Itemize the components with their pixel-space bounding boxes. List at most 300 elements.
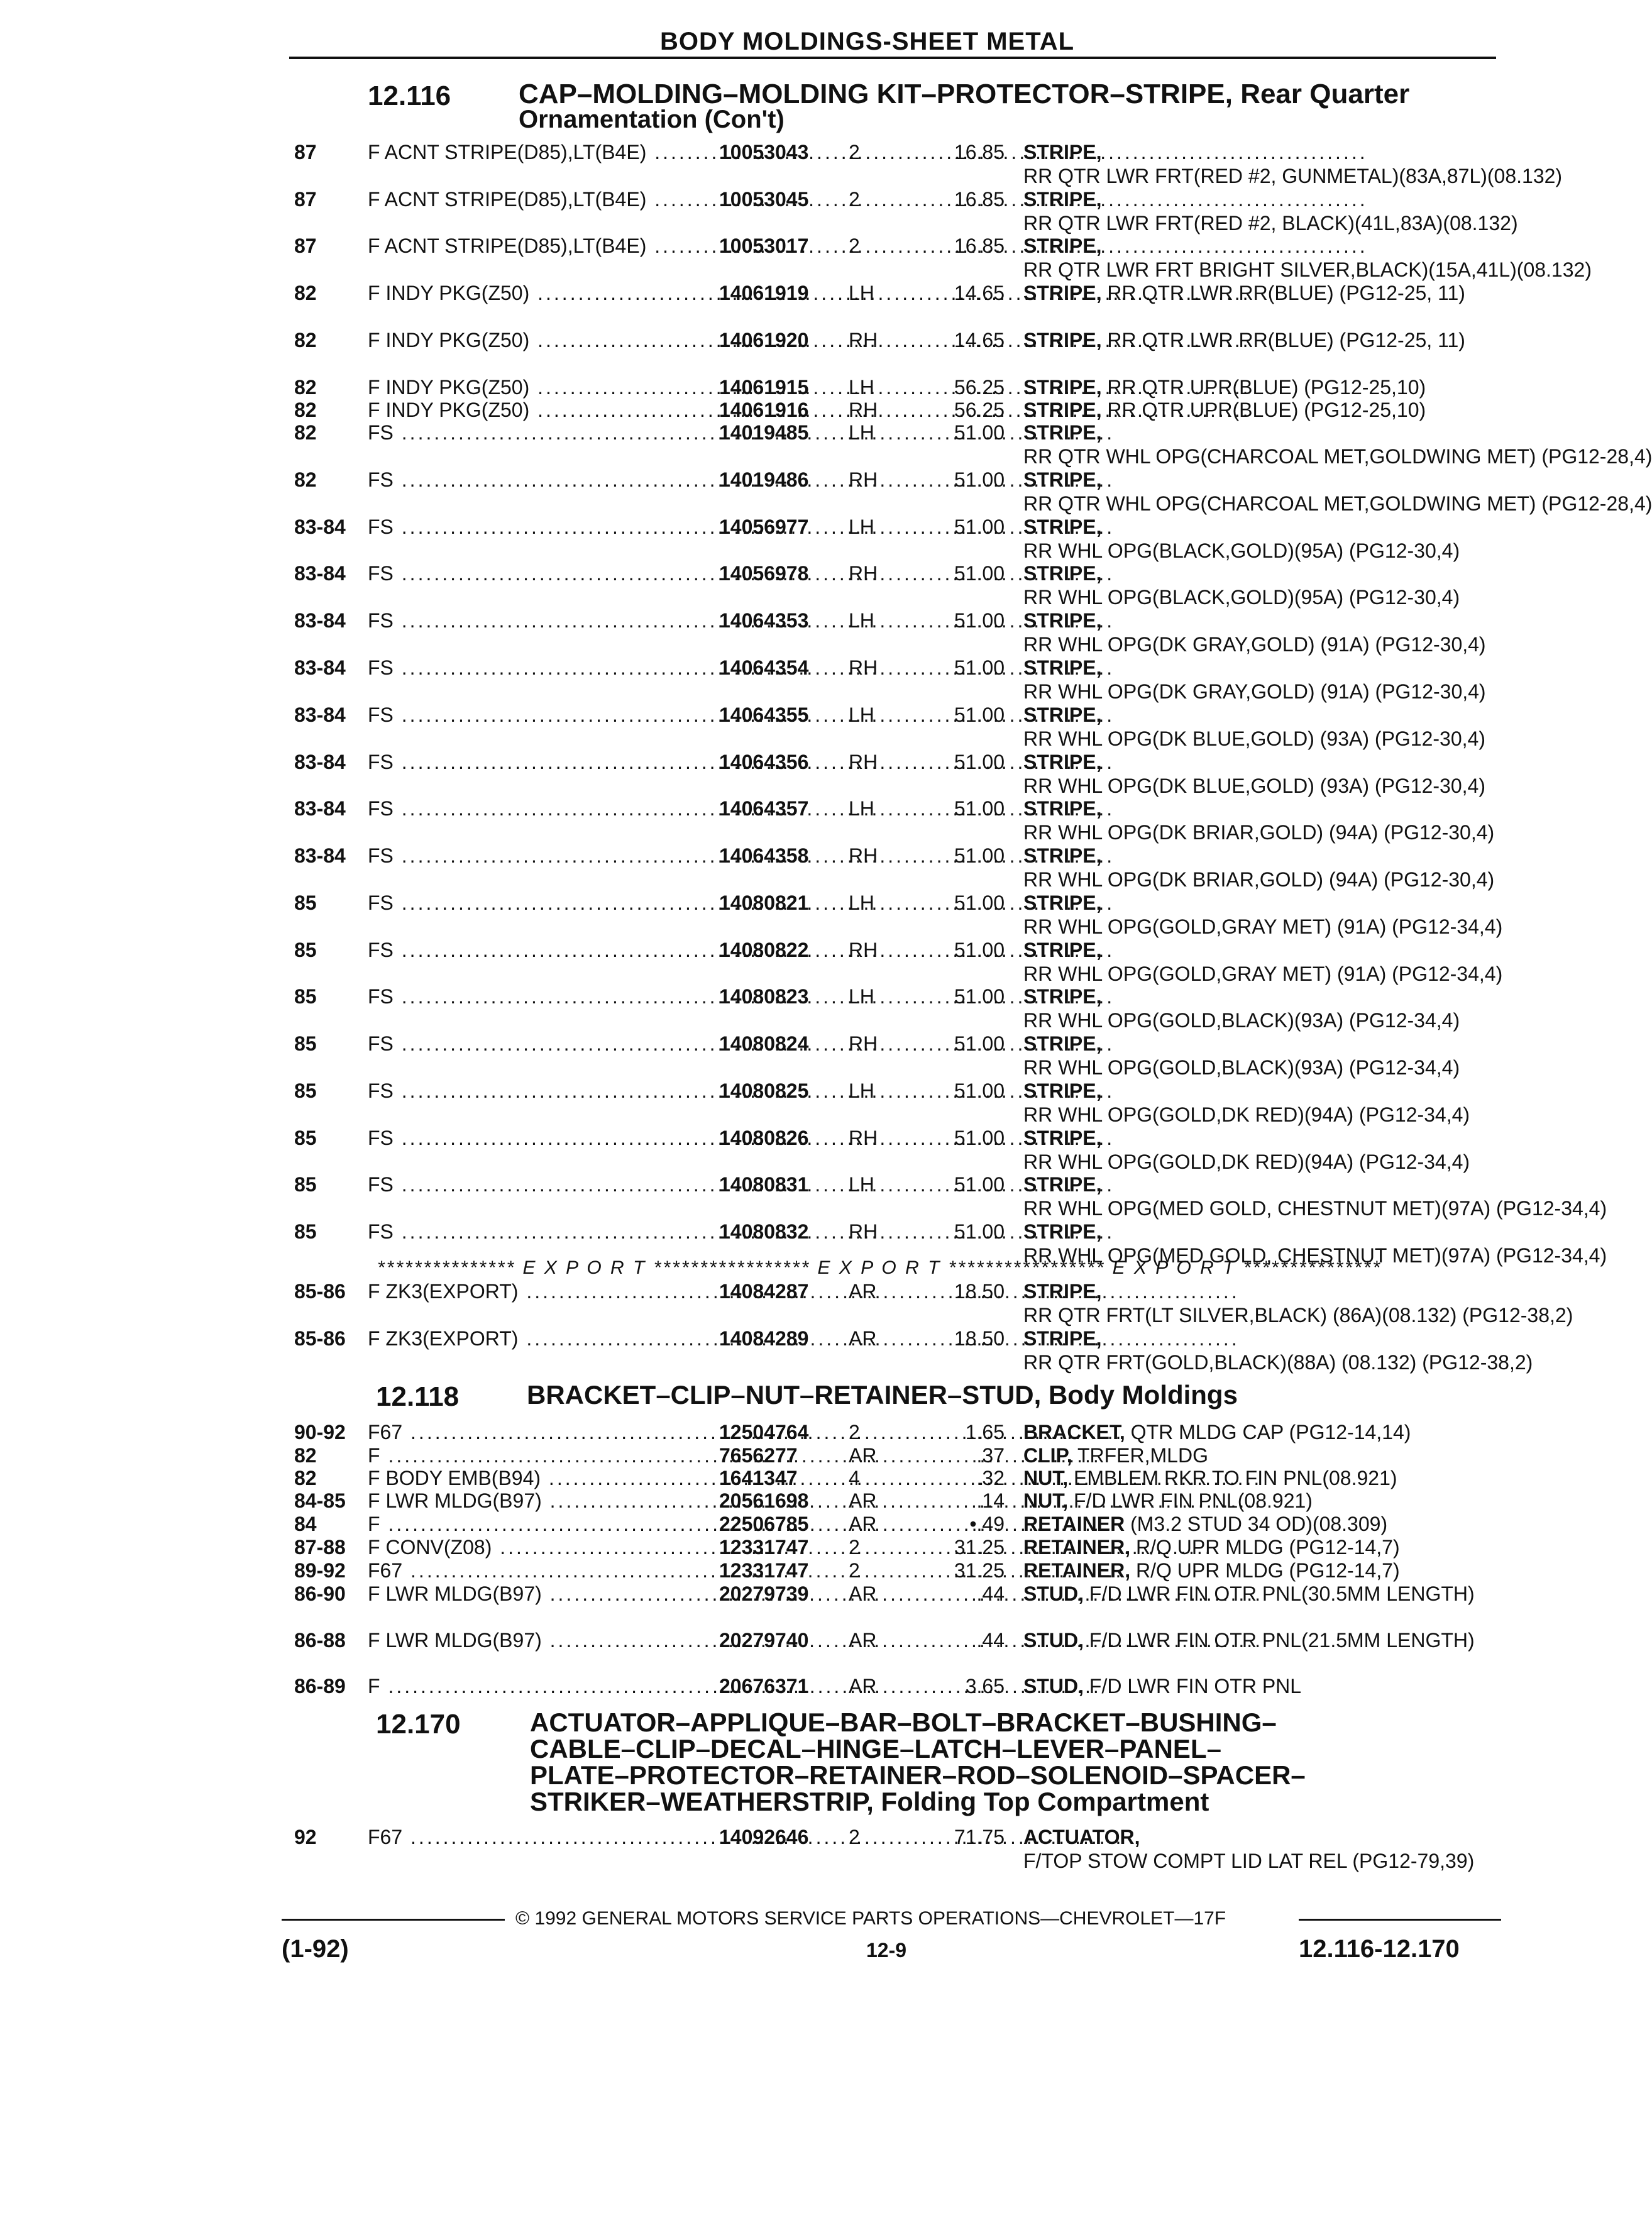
part-number-cell: 7656277 bbox=[719, 1444, 798, 1467]
description-cell bbox=[1023, 1674, 1476, 1698]
application-cell: F ZK3(EXPORT) ..... bbox=[368, 1327, 707, 1350]
price-cell: 51.00 bbox=[954, 1127, 1005, 1149]
quantity-cell: AR bbox=[849, 1513, 877, 1535]
quantity-cell: RH bbox=[849, 562, 878, 585]
quantity-cell: RH bbox=[849, 399, 878, 421]
application-cell: FS ..... bbox=[368, 1079, 707, 1103]
price-cell: 16.85 bbox=[954, 188, 1005, 211]
price-cell: 18.50 bbox=[954, 1280, 1005, 1303]
application-cell: FS ..... bbox=[368, 985, 707, 1008]
price-cell: 51.00 bbox=[954, 891, 1005, 914]
part-number-cell: 14064354 bbox=[719, 656, 809, 679]
part-number-cell: 14056978 bbox=[719, 562, 809, 585]
description-cell bbox=[1023, 844, 1495, 891]
description-detail: RR QTR FRT(GOLD,BLACK)(88A) (08.132) (PG12-38,2) bbox=[1023, 1351, 1533, 1374]
description-detail: RR WHL OPG(GOLD,GRAY MET) (91A) (PG12-34,4) bbox=[1023, 915, 1503, 938]
part-number-cell: 20561698 bbox=[719, 1489, 809, 1512]
description-name: STRIPE, bbox=[1023, 282, 1102, 304]
part-number-cell: 14080824 bbox=[719, 1032, 809, 1055]
application-cell: F LWR MLDG(B97) ..... bbox=[368, 1489, 707, 1513]
description-cell bbox=[1023, 891, 1503, 939]
application-cell: F BODY EMB(B94) ..... bbox=[368, 1466, 707, 1490]
year-cell: 85 bbox=[294, 1173, 317, 1196]
quantity-cell: RH bbox=[849, 751, 878, 773]
description-cell bbox=[1023, 656, 1486, 704]
description-name: STRIPE, bbox=[1023, 797, 1102, 820]
description-cell bbox=[1023, 1279, 1573, 1327]
quantity-cell: LH bbox=[849, 376, 874, 399]
year-cell: 83-84 bbox=[294, 704, 346, 726]
description-detail: RR WHL OPG(DK BLUE,GOLD) (93A) (PG12-30,4) bbox=[1023, 775, 1485, 797]
part-number-cell: 22506785 bbox=[719, 1513, 809, 1535]
price-cell: 16.85 bbox=[954, 235, 1005, 257]
part-number-cell: 14064353 bbox=[719, 609, 809, 632]
quantity-cell: LH bbox=[849, 609, 874, 632]
footer-date: (1-92) bbox=[282, 1935, 349, 1963]
price-cell: •.49 bbox=[969, 1513, 1005, 1535]
description-detail: RR QTR LWR RR(BLUE) (PG12-25, 11) bbox=[1107, 329, 1465, 351]
description-detail: RR WHL OPG(BLACK,GOLD)(95A) (PG12-30,4) bbox=[1023, 586, 1460, 609]
description-detail: F/D LWR FIN OTR PNL(30.5MM LENGTH) bbox=[1089, 1582, 1475, 1605]
application-cell: FS ..... bbox=[368, 561, 707, 585]
year-cell: 87 bbox=[294, 188, 317, 211]
year-cell: 90-92 bbox=[294, 1421, 346, 1443]
description-name: STRIPE, bbox=[1023, 376, 1102, 399]
description-cell bbox=[1023, 140, 1563, 188]
part-number-cell: 14064356 bbox=[719, 751, 809, 773]
quantity-cell: AR bbox=[849, 1675, 877, 1697]
quantity-cell: AR bbox=[849, 1629, 877, 1652]
description-name: RETAINER bbox=[1023, 1513, 1125, 1535]
part-number-cell: 1641347 bbox=[719, 1467, 798, 1489]
description-name: STRIPE, bbox=[1023, 1079, 1102, 1102]
description-cell bbox=[1023, 1582, 1476, 1606]
description-detail: RR WHL OPG(DK BRIAR,GOLD) (94A) (PG12-30,4) bbox=[1023, 868, 1495, 891]
part-number-cell: 12331747 bbox=[719, 1536, 809, 1559]
section-title-line: Ornamentation (Con't) bbox=[519, 106, 785, 133]
quantity-cell: RH bbox=[849, 939, 878, 961]
quantity-cell: RH bbox=[849, 656, 878, 679]
part-number-cell: 10053045 bbox=[719, 188, 809, 211]
description-name: STRIPE, bbox=[1023, 516, 1102, 538]
application-cell: FS ..... bbox=[368, 1126, 707, 1150]
application-cell: F INDY PKG(Z50) ..... bbox=[368, 281, 707, 305]
description-name: STRIPE, bbox=[1023, 1220, 1102, 1243]
price-cell: 16.85 bbox=[954, 141, 1005, 163]
description-name: STRIPE, bbox=[1023, 609, 1102, 632]
year-cell: 85-86 bbox=[294, 1327, 346, 1350]
quantity-cell: 2 bbox=[849, 1559, 860, 1582]
part-number-cell: 14080832 bbox=[719, 1220, 809, 1243]
price-cell: 51.00 bbox=[954, 939, 1005, 961]
application-cell: F ZK3(EXPORT) ..... bbox=[368, 1279, 707, 1303]
description-cell bbox=[1023, 703, 1485, 751]
description-detail: RR QTR FRT(LT SILVER,BLACK) (86A)(08.132) (PG12-38,2) bbox=[1023, 1304, 1573, 1327]
quantity-cell: 2 bbox=[849, 188, 860, 211]
description-detail: RR WHL OPG(BLACK,GOLD)(95A) (PG12-30,4) bbox=[1023, 539, 1460, 562]
description-detail: EMBLEM RKR TO FIN PNL(08.921) bbox=[1074, 1467, 1397, 1489]
description-detail: RR WHL OPG(GOLD,BLACK)(93A) (PG12-34,4) bbox=[1023, 1009, 1460, 1032]
description-detail: F/D LWR FIN PNL(08.921) bbox=[1074, 1489, 1313, 1512]
year-cell: 87 bbox=[294, 141, 317, 163]
application-cell: F67 ..... bbox=[368, 1825, 707, 1849]
section-title-line: STRIKER–WEATHERSTRIP, Folding Top Compartment bbox=[530, 1787, 1209, 1816]
year-cell: 92 bbox=[294, 1826, 317, 1848]
year-cell: 86-90 bbox=[294, 1582, 346, 1605]
application-cell: F ACNT STRIPE(D85),LT(B4E) ..... bbox=[368, 234, 707, 258]
price-cell: 51.00 bbox=[954, 656, 1005, 679]
price-cell: 56.25 bbox=[954, 376, 1005, 399]
section-title-line: PLATE–PROTECTOR–RETAINER–ROD–SOLENOID–SPACER– bbox=[530, 1760, 1306, 1790]
section-range: 12.116-12.170 bbox=[1299, 1935, 1460, 1963]
year-cell: 82 bbox=[294, 1467, 317, 1489]
year-cell: 86-89 bbox=[294, 1675, 346, 1697]
part-number-cell: 12504764 bbox=[719, 1421, 809, 1443]
application-cell: F ACNT STRIPE(D85),LT(B4E) ..... bbox=[368, 140, 707, 164]
year-cell: 82 bbox=[294, 376, 317, 399]
copyright-text: © 1992 GENERAL MOTORS SERVICE PARTS OPERATIONS—CHEVROLET—17F bbox=[515, 1908, 1226, 1929]
year-cell: 85 bbox=[294, 891, 317, 914]
description-cell bbox=[1023, 1489, 1476, 1513]
description-name: STRIPE, bbox=[1023, 235, 1102, 257]
description-detail: RR QTR LWR FRT(RED #2, BLACK)(41L,83A)(08.132) bbox=[1023, 212, 1518, 235]
description-detail: RR QTR LWR FRT BRIGHT SILVER,BLACK)(15A,41L)(08.132) bbox=[1023, 258, 1592, 281]
quantity-cell: 2 bbox=[849, 1536, 860, 1559]
application-cell: FS ..... bbox=[368, 515, 707, 539]
part-number-cell: 12331747 bbox=[719, 1559, 809, 1582]
application-cell: F LWR MLDG(B97) ..... bbox=[368, 1582, 707, 1606]
description-name: RETAINER, bbox=[1023, 1559, 1131, 1582]
description-name: STRIPE, bbox=[1023, 421, 1102, 444]
description-detail: RR WHL OPG(GOLD,BLACK)(93A) (PG12-34,4) bbox=[1023, 1056, 1460, 1079]
quantity-cell: AR bbox=[849, 1444, 877, 1467]
part-number-cell: 14080825 bbox=[719, 1079, 809, 1102]
description-name: ACTUATOR, bbox=[1023, 1826, 1140, 1848]
year-cell: 83-84 bbox=[294, 751, 346, 773]
description-cell bbox=[1023, 515, 1476, 563]
description-cell bbox=[1023, 234, 1592, 282]
description-name: STUD, bbox=[1023, 1675, 1084, 1697]
description-cell bbox=[1023, 561, 1476, 609]
description-detail: RR WHL OPG(DK GRAY,GOLD) (91A) (PG12-30,4) bbox=[1023, 680, 1486, 703]
price-cell: 51.00 bbox=[954, 1032, 1005, 1055]
quantity-cell: LH bbox=[849, 704, 874, 726]
application-cell: F ..... bbox=[368, 1443, 707, 1467]
page-number: 12-9 bbox=[866, 1939, 907, 1962]
description-cell bbox=[1023, 609, 1486, 656]
price-cell: .37 bbox=[976, 1444, 1005, 1467]
description-cell bbox=[1023, 1173, 1607, 1220]
price-cell: 51.00 bbox=[954, 844, 1005, 867]
price-cell: 14.65 bbox=[954, 329, 1005, 351]
quantity-cell: LH bbox=[849, 891, 874, 914]
quantity-cell: LH bbox=[849, 797, 874, 820]
part-number-cell: 20279739 bbox=[719, 1582, 809, 1605]
section-number: 12.116 bbox=[368, 80, 451, 111]
quantity-cell: RH bbox=[849, 1220, 878, 1243]
price-cell: 31.25 bbox=[954, 1536, 1005, 1559]
part-number-cell: 14092646 bbox=[719, 1826, 809, 1848]
year-cell: 82 bbox=[294, 468, 317, 491]
description-cell bbox=[1023, 281, 1476, 305]
part-number-cell: 14019486 bbox=[719, 468, 809, 491]
description-cell bbox=[1023, 1628, 1476, 1652]
year-cell: 85 bbox=[294, 985, 317, 1008]
price-cell: .14 bbox=[976, 1489, 1005, 1512]
year-cell: 87-88 bbox=[294, 1536, 346, 1559]
application-cell: FS ..... bbox=[368, 750, 707, 774]
year-cell: 82 bbox=[294, 399, 317, 421]
description-cell bbox=[1023, 1420, 1476, 1444]
quantity-cell: RH bbox=[849, 468, 878, 491]
description-cell bbox=[1023, 1559, 1476, 1582]
price-cell: 51.00 bbox=[954, 1079, 1005, 1102]
price-cell: 51.00 bbox=[954, 704, 1005, 726]
year-cell: 85 bbox=[294, 939, 317, 961]
description-detail: TRFER,MLDG bbox=[1077, 1444, 1208, 1467]
part-number-cell: 10053017 bbox=[719, 235, 809, 257]
description-detail: R/Q UPR MLDG (PG12-14,7) bbox=[1135, 1536, 1400, 1559]
application-cell: FS ..... bbox=[368, 1173, 707, 1196]
price-cell: 56.25 bbox=[954, 399, 1005, 421]
description-detail: RR WHL OPG(MED GOLD, CHESTNUT MET)(97A) (PG12-34,4) bbox=[1023, 1244, 1607, 1267]
part-number-cell: 14064357 bbox=[719, 797, 809, 820]
year-cell: 86-88 bbox=[294, 1629, 346, 1652]
price-cell: .32 bbox=[976, 1467, 1005, 1489]
page-header-title: BODY MOLDINGS-SHEET METAL bbox=[660, 28, 1075, 55]
description-detail: RR WHL OPG(MED GOLD, CHESTNUT MET)(97A) (PG12-34,4) bbox=[1023, 1197, 1607, 1220]
quantity-cell: LH bbox=[849, 421, 874, 444]
description-detail: RR WHL OPG(DK GRAY,GOLD) (91A) (PG12-30,4) bbox=[1023, 633, 1486, 656]
description-name: STRIPE, bbox=[1023, 141, 1102, 163]
price-cell: 31.25 bbox=[954, 1559, 1005, 1582]
description-cell bbox=[1023, 1535, 1476, 1559]
application-cell: FS ..... bbox=[368, 703, 707, 727]
quantity-cell: RH bbox=[849, 844, 878, 867]
year-cell: 85 bbox=[294, 1079, 317, 1102]
price-cell: 51.00 bbox=[954, 1173, 1005, 1196]
price-cell: 51.00 bbox=[954, 985, 1005, 1008]
description-name: STRIPE, bbox=[1023, 704, 1102, 726]
application-cell: FS ..... bbox=[368, 1220, 707, 1244]
price-cell: 51.00 bbox=[954, 468, 1005, 491]
part-number-cell: 14080831 bbox=[719, 1173, 809, 1196]
application-cell: FS ..... bbox=[368, 891, 707, 915]
section-title-line: ACTUATOR–APPLIQUE–BAR–BOLT–BRACKET–BUSHING– bbox=[530, 1708, 1277, 1737]
description-name: STRIPE, bbox=[1023, 656, 1102, 679]
description-cell bbox=[1023, 985, 1476, 1032]
quantity-cell: 4 bbox=[849, 1467, 860, 1489]
description-cell bbox=[1023, 1126, 1476, 1174]
application-cell: FS ..... bbox=[368, 797, 707, 820]
part-number-cell: 20279740 bbox=[719, 1629, 809, 1652]
year-cell: 89-92 bbox=[294, 1559, 346, 1582]
application-cell: F67 ..... bbox=[368, 1559, 707, 1582]
description-cell bbox=[1023, 1032, 1476, 1079]
description-name: NUT, bbox=[1023, 1467, 1069, 1489]
part-number-cell: 14064358 bbox=[719, 844, 809, 867]
application-cell: F INDY PKG(Z50) ..... bbox=[368, 375, 707, 399]
quantity-cell: RH bbox=[849, 329, 878, 351]
part-number-cell: 14061920 bbox=[719, 329, 809, 351]
price-cell: 51.00 bbox=[954, 421, 1005, 444]
quantity-cell: AR bbox=[849, 1489, 877, 1512]
year-cell: 83-84 bbox=[294, 562, 346, 585]
part-number-cell: 10053043 bbox=[719, 141, 809, 163]
section-number: 12.170 bbox=[376, 1709, 461, 1740]
export-banner: *************** E X P O R T ***************** E X P O R T ***************** E X P O R T *************** bbox=[377, 1257, 1382, 1278]
year-cell: 83-84 bbox=[294, 656, 346, 679]
description-detail: RR QTR WHL OPG(CHARCOAL MET,GOLDWING MET) (PG12-28,4) bbox=[1023, 492, 1652, 515]
section-title-line: BRACKET–CLIP–NUT–RETAINER–STUD, Body Moldings bbox=[527, 1380, 1238, 1410]
description-detail: F/D LWR FIN OTR PNL(21.5MM LENGTH) bbox=[1089, 1629, 1475, 1652]
year-cell: 84-85 bbox=[294, 1489, 346, 1512]
description-name: STUD, bbox=[1023, 1582, 1084, 1605]
application-cell: F67 ..... bbox=[368, 1420, 707, 1444]
description-name: STRIPE, bbox=[1023, 1032, 1102, 1055]
description-name: RETAINER, bbox=[1023, 1536, 1131, 1559]
price-cell: 51.00 bbox=[954, 609, 1005, 632]
description-name: STRIPE, bbox=[1023, 1280, 1102, 1303]
description-name: STRIPE, bbox=[1023, 1327, 1102, 1350]
application-cell: F CONV(Z08) ..... bbox=[368, 1535, 707, 1559]
description-detail: RR WHL OPG(GOLD,GRAY MET) (91A) (PG12-34,4) bbox=[1023, 963, 1503, 985]
year-cell: 85-86 bbox=[294, 1280, 346, 1303]
footer-rule-right bbox=[1299, 1919, 1501, 1921]
price-cell: 3.65 bbox=[965, 1675, 1005, 1697]
description-detail: F/TOP STOW COMPT LID LAT REL (PG12-79,39) bbox=[1023, 1850, 1475, 1872]
description-name: STRIPE, bbox=[1023, 939, 1102, 961]
description-name: STRIPE, bbox=[1023, 1127, 1102, 1149]
year-cell: 85 bbox=[294, 1032, 317, 1055]
application-cell: FS ..... bbox=[368, 609, 707, 632]
quantity-cell: 2 bbox=[849, 141, 860, 163]
description-cell bbox=[1023, 750, 1485, 798]
application-cell: F LWR MLDG(B97) ..... bbox=[368, 1628, 707, 1652]
price-cell: .44 bbox=[976, 1629, 1005, 1652]
price-cell: 18.50 bbox=[954, 1327, 1005, 1350]
description-cell bbox=[1023, 187, 1518, 235]
year-cell: 82 bbox=[294, 421, 317, 444]
application-cell: FS ..... bbox=[368, 844, 707, 868]
description-name: CLIP, bbox=[1023, 1444, 1072, 1467]
year-cell: 83-84 bbox=[294, 844, 346, 867]
description-cell bbox=[1023, 398, 1476, 422]
description-detail: RR WHL OPG(DK BRIAR,GOLD) (94A) (PG12-30,4) bbox=[1023, 821, 1495, 844]
application-cell: FS ..... bbox=[368, 1032, 707, 1056]
price-cell: .44 bbox=[976, 1582, 1005, 1605]
price-cell: 51.00 bbox=[954, 797, 1005, 820]
description-name: STRIPE, bbox=[1023, 751, 1102, 773]
description-name: STRIPE, bbox=[1023, 562, 1102, 585]
description-detail: RR QTR UPR(BLUE) (PG12-25,10) bbox=[1107, 376, 1426, 399]
application-cell: FS ..... bbox=[368, 656, 707, 680]
description-cell bbox=[1023, 421, 1652, 468]
description-cell bbox=[1023, 938, 1503, 986]
application-cell: F INDY PKG(Z50) ..... bbox=[368, 398, 707, 422]
quantity-cell: 2 bbox=[849, 235, 860, 257]
description-cell bbox=[1023, 1825, 1476, 1873]
description-cell bbox=[1023, 1443, 1476, 1467]
description-cell bbox=[1023, 1512, 1476, 1536]
description-name: STUD, bbox=[1023, 1629, 1084, 1652]
quantity-cell: 2 bbox=[849, 1421, 860, 1443]
quantity-cell: RH bbox=[849, 1127, 878, 1149]
year-cell: 82 bbox=[294, 1444, 317, 1467]
price-cell: 1.65 bbox=[965, 1421, 1005, 1443]
application-cell: F ..... bbox=[368, 1512, 707, 1536]
part-number-cell: 14061915 bbox=[719, 376, 809, 399]
part-number-cell: 14084287 bbox=[719, 1280, 809, 1303]
quantity-cell: AR bbox=[849, 1582, 877, 1605]
section-title-line: CABLE–CLIP–DECAL–HINGE–LATCH–LEVER–PANEL– bbox=[530, 1734, 1221, 1763]
description-cell bbox=[1023, 1327, 1533, 1374]
description-name: STRIPE, bbox=[1023, 891, 1102, 914]
part-number-cell: 14080826 bbox=[719, 1127, 809, 1149]
description-detail: RR QTR LWR FRT(RED #2, GUNMETAL)(83A,87L)(08.132) bbox=[1023, 165, 1563, 187]
description-name: BRACKET, bbox=[1023, 1421, 1125, 1443]
description-cell bbox=[1023, 468, 1652, 516]
description-name: STRIPE, bbox=[1023, 329, 1102, 351]
description-detail: RR QTR LWR RR(BLUE) (PG12-25, 11) bbox=[1107, 282, 1465, 304]
description-name: STRIPE, bbox=[1023, 399, 1102, 421]
description-cell bbox=[1023, 375, 1476, 399]
description-detail: RR QTR WHL OPG(CHARCOAL MET,GOLDWING MET) (PG12-28,4) bbox=[1023, 445, 1652, 468]
year-cell: 82 bbox=[294, 282, 317, 304]
application-cell: FS ..... bbox=[368, 468, 707, 492]
description-detail: R/Q UPR MLDG (PG12-14,7) bbox=[1135, 1559, 1400, 1582]
description-name: NUT, bbox=[1023, 1489, 1069, 1512]
part-number-cell: 14080821 bbox=[719, 891, 809, 914]
year-cell: 84 bbox=[294, 1513, 317, 1535]
year-cell: 87 bbox=[294, 235, 317, 257]
description-detail: RR WHL OPG(GOLD,DK RED)(94A) (PG12-34,4) bbox=[1023, 1151, 1470, 1173]
description-cell bbox=[1023, 328, 1476, 352]
application-cell: F INDY PKG(Z50) ..... bbox=[368, 328, 707, 352]
quantity-cell: AR bbox=[849, 1327, 877, 1350]
quantity-cell: LH bbox=[849, 1079, 874, 1102]
description-detail: QTR MLDG CAP (PG12-14,14) bbox=[1130, 1421, 1411, 1443]
description-name: STRIPE, bbox=[1023, 468, 1102, 491]
description-detail: (M3.2 STUD 34 OD)(08.309) bbox=[1130, 1513, 1388, 1535]
description-cell bbox=[1023, 1079, 1476, 1127]
year-cell: 83-84 bbox=[294, 797, 346, 820]
part-number-cell: 14061919 bbox=[719, 282, 809, 304]
price-cell: 14.65 bbox=[954, 282, 1005, 304]
description-detail: F/D LWR FIN OTR PNL bbox=[1089, 1675, 1302, 1697]
application-cell: FS ..... bbox=[368, 938, 707, 962]
year-cell: 85 bbox=[294, 1127, 317, 1149]
quantity-cell: RH bbox=[849, 1032, 878, 1055]
application-cell: F ..... bbox=[368, 1674, 707, 1698]
part-number-cell: 14061916 bbox=[719, 399, 809, 421]
year-cell: 85 bbox=[294, 1220, 317, 1243]
application-cell: FS ..... bbox=[368, 421, 707, 444]
application-cell: F ACNT STRIPE(D85),LT(B4E) ..... bbox=[368, 187, 707, 211]
description-detail: RR WHL OPG(GOLD,DK RED)(94A) (PG12-34,4) bbox=[1023, 1103, 1470, 1126]
price-cell: 51.00 bbox=[954, 516, 1005, 538]
year-cell: 82 bbox=[294, 329, 317, 351]
price-cell: 71.75 bbox=[954, 1826, 1005, 1848]
description-name: STRIPE, bbox=[1023, 844, 1102, 867]
part-number-cell: 14080823 bbox=[719, 985, 809, 1008]
quantity-cell: LH bbox=[849, 516, 874, 538]
description-name: STRIPE, bbox=[1023, 985, 1102, 1008]
header-rule bbox=[289, 57, 1496, 59]
year-cell: 83-84 bbox=[294, 609, 346, 632]
quantity-cell: LH bbox=[849, 282, 874, 304]
price-cell: 51.00 bbox=[954, 562, 1005, 585]
